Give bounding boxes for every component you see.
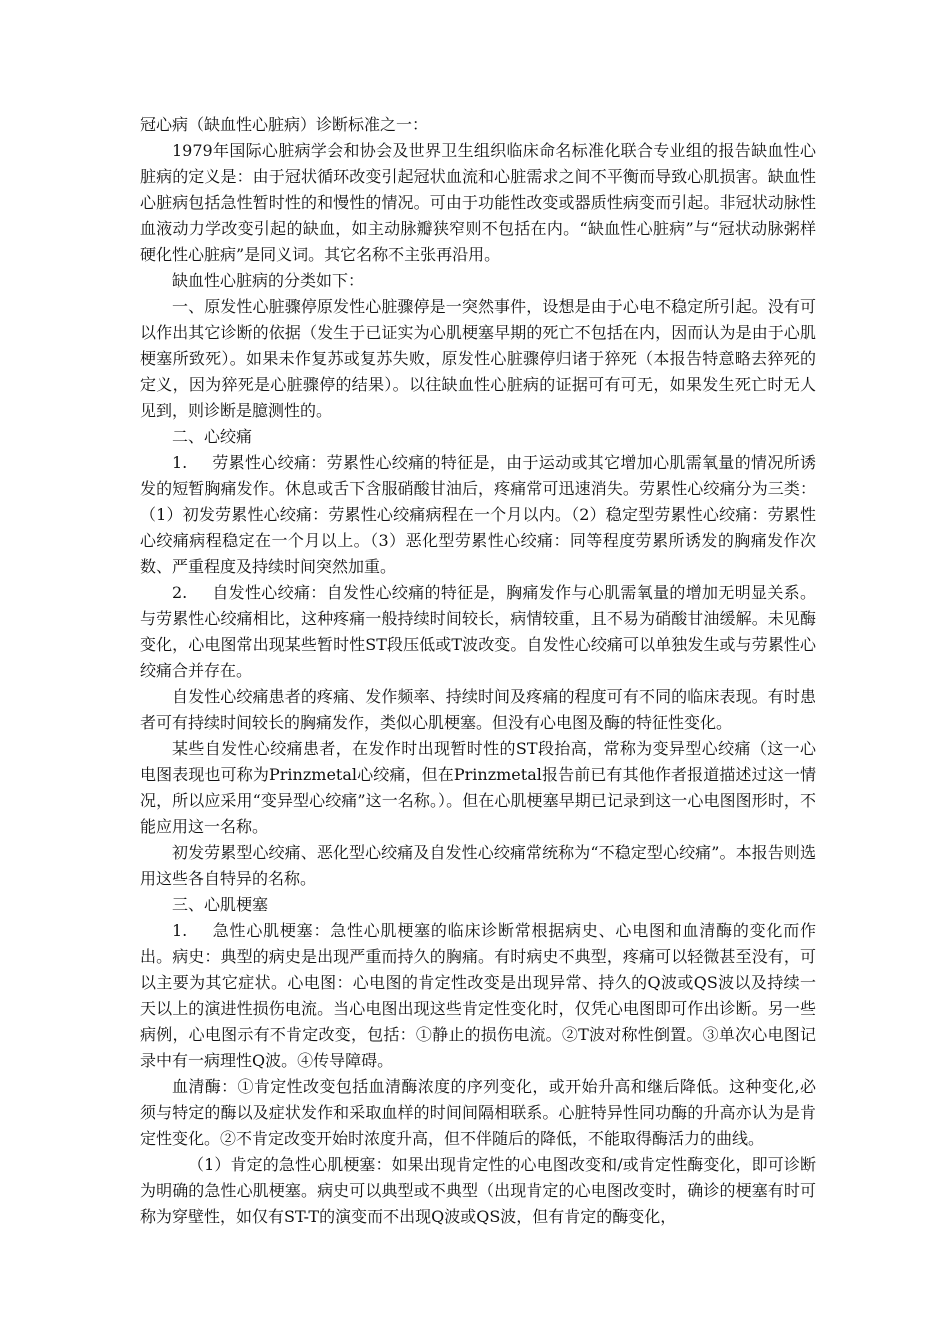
item-number: 1. (172, 453, 188, 472)
infarction-item-1 (140, 918, 816, 1074)
spontaneous-angina-paragraph-1: 自发性心绞痛患者的疼痛、发作频率、持续时间及疼痛的程度可有不同的临床表现。有时患者可有持续时间较长的胸痛发作，类似心肌梗塞。但没有心电图及酶的特征性变化。 (140, 687, 816, 732)
item-text: 劳累性心绞痛：劳累性心绞痛的特征是，由于运动或其它增加心肌需氧量的情况所诱发的短暂胸痛发作。休息或舌下含服硝酸甘油后，疼痛常可迅速消失。劳累性心绞痛分为三类：（1）初发劳累性心绞痛：劳累性心绞痛病程在一个月以内。（2）稳定型劳累性心绞痛：劳累性心绞痛病程稳定在一个月以上。（3）恶化型劳累性心绞痛：同等程度劳累所诱发的胸痛发作次数、严重程度及持续时间突然加重。 (140, 453, 816, 576)
item-number: 2. (172, 583, 188, 602)
section-3-heading: 三、心肌梗塞 (172, 895, 269, 914)
spontaneous-angina-paragraph-2: 某些自发性心绞痛患者，在发作时出现暂时性的ST段抬高，常称为变异型心绞痛（这一心电图表现也可称为Prinzmetal心绞痛，但在Prinzmetal报告前已有其他作者报道描述过这一情况，所以应采用“变异型心绞痛”这一名称。）。但在心肌梗塞早期已记录到这一心电图图形时，不能应用这一名称。 (140, 739, 816, 836)
definite-infarction-paragraph: （1）肯定的急性心肌梗塞：如果出现肯定性的心电图改变和/或肯定性酶变化，即可诊断为明确的急性心肌梗塞。病史可以典型或不典型（出现肯定的心电图改变时，确诊的梗塞有时可称为穿壁性，如仅有ST-T的演变而不出现Q波或QS波，但有肯定的酶变化， (140, 1155, 816, 1226)
classification-heading: 缺血性心脏病的分类如下： (172, 271, 365, 290)
section-2-heading: 二、心绞痛 (172, 427, 253, 446)
serum-enzyme-paragraph: 血清酶：①肯定性改变包括血清酶浓度的序列变化，或开始升高和继后降低。这种变化,必须与特定的酶以及症状发作和采取血样的时间间隔相联系。心脏特异性同功酶的升高亦认为是肯定性变化。②不肯定改变开始时浓度升高，但不伴随后的降低，不能取得酶活力的曲线。 (140, 1077, 816, 1148)
angina-item-2 (140, 580, 816, 684)
unstable-angina-paragraph: 初发劳累型心绞痛、恶化型心绞痛及自发性心绞痛常统称为“不稳定型心绞痛”。本报告则选用这些各自特异的名称。 (140, 843, 816, 888)
item-text: 急性心肌梗塞：急性心肌梗塞的临床诊断常根据病史、心电图和血清酶的变化而作出。病史：典型的病史是出现严重而持久的胸痛。有时病史不典型，疼痛可以轻微甚至没有，可以主要为其它症状。心电图：心电图的肯定性改变是出现异常、持久的Q波或QS波以及持续一天以上的演进性损伤电流。当心电图出现这些肯定性变化时，仅凭心电图即可作出诊断。另一些病例，心电图示有不肯定改变，包括：①静止的损伤电流。②T波对称性倒置。③单次心电图记录中有一病理性Q波。④传导障碍。 (140, 921, 816, 1070)
section-1-paragraph: 一、原发性心脏骤停原发性心脏骤停是一突然事件，设想是由于心电不稳定所引起。没有可以作出其它诊断的依据（发生于已证实为心肌梗塞早期的死亡不包括在内，因而认为是由于心肌梗塞所致死）。如果未作复苏或复苏失败，原发性心脏骤停归诸于猝死（本报告特意略去猝死的定义，因为猝死是心脏骤停的结果）。以往缺血性心脏病的证据可有可无，如果发生死亡时无人见到，则诊断是臆测性的。 (140, 297, 816, 420)
document-title: 冠心病（缺血性心脏病）诊断标准之一： (140, 115, 429, 134)
document-page (140, 112, 816, 1230)
item-text: 自发性心绞痛：自发性心绞痛的特征是，胸痛发作与心肌需氧量的增加无明显关系。与劳累性心绞痛相比，这种疼痛一般持续时间较长，病情较重，且不易为硝酸甘油缓解。未见酶变化，心电图常出现某些暂时性ST段压低或T波改变。自发性心绞痛可以单独发生或与劳累性心绞痛合并存在。 (140, 583, 816, 680)
angina-item-1 (140, 450, 816, 580)
item-number: 1. (172, 921, 188, 940)
intro-paragraph: 1979年国际心脏病学会和协会及世界卫生组织临床命名标准化联合专业组的报告缺血性心脏病的定义是：由于冠状循环改变引起冠状血流和心脏需求之间不平衡而导致心肌损害。缺血性心脏病包括急性暂时性的和慢性的情况。可由于功能性改变或器质性病变而引起。非冠状动脉性血液动力学改变引起的缺血，如主动脉瓣狭窄则不包括在内。“缺血性心脏病”与“冠状动脉粥样硬化性心脏病”是同义词。其它名称不主张再沿用。 (140, 141, 816, 264)
